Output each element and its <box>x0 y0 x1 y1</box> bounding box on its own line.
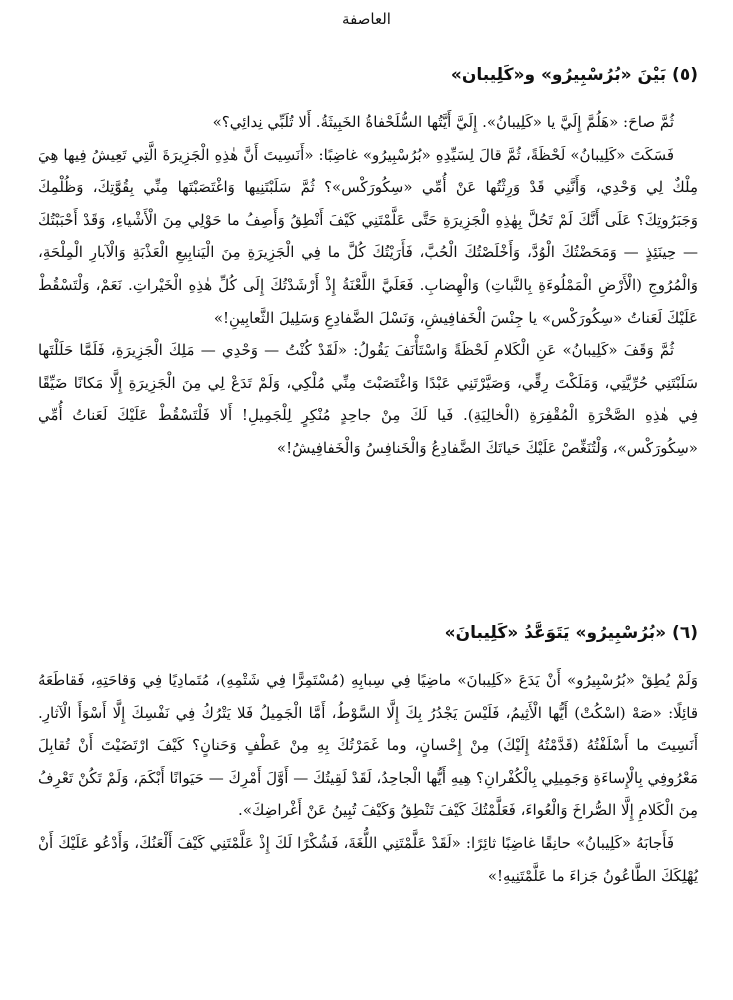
paragraph: فَسَكَتَ «كَلِيبانُ» لَحْظَةً، ثُمَّ قالَ لِسَيِّدِهِ «بُرُسْبِيرُو» غاضِبًا: «أَنَسِيتَ أَنَّ هٰذِهِ الْجَزِيرَةَ الَّتِي تَعِيشُ فِيها هِيَ مِلْكٌ لِي وَحْدِي، وَأَنَّنِي قَدْ وَرِثْتُها عَنْ أُمِّي «سِكُورَكْس»؟ ثُمَّ سَلَبْتَنِيها وَاغْتَصَبْتَها مِنِّي بِقُوَّتِكَ، وَظُلْمِكَ وَجَبَرُوتِكَ؟ عَلَى أَنَّكَ لَمْ تَحُلَّ بِهٰذِهِ الْجَزِيرَةِ حَتَّى عَلَّمْتَنِي كَيْفَ أَنْطِقُ وَأَصِفُ ما حَوْلِي مِنَ الْأَشْياءِ، وَقَدْ أَحْبَبْتُكَ — حِينَئِذٍ — وَمَحَضْتُكَ الْوُدَّ، وَأَخْلَصْتُكَ الْحُبَّ، فَأَرَيْتُكَ كُلَّ ما فِي الْجَزِيرَةِ مِنَ الْيَنابِيعِ الْعَذْبَةِ وَالْآبارِ الْمِلْحَةِ، وَالْمُرُوجِ (الْأَرْضِ الْمَمْلُوءَةِ بِالنَّباتِ) وَالْهِضابِ. فَعَلَيَّ اللَّعْنَةُ إِذْ أَرْشَدْتُكَ إِلَى كُلِّ هٰذِهِ الْخَيْراتِ. نَعَمْ، وَلْتَسْقُطْ عَلَيْكَ لَعَناتُ «سِكُورَكْس» يا جِنْسَ الْخَفافِيشِ، وَنَسْلَ الضَّفادِعِ وَسَلِيلَ الثَّعابِينِ!» <box>38 145 698 327</box>
section-heading: (٥) بَيْنَ «بُرُسْبِيرُو» و«كَلِيبان» <box>450 65 698 85</box>
paragraph: ثُمَّ صاحَ: «هَلُمَّ إِلَيَّ يا «كَلِيبانُ». إِلَيَّ أَيَّتُها السُّلَحْفاةُ الخَبِيثَةُ. أَلا تُلَبِّي نِدائِي؟» <box>212 113 674 131</box>
paragraph: ثُمَّ وَقَفَ «كَلِيبانُ» عَنِ الْكَلامِ لَحْظَةً وَاسْتَأْنَفَ يَقُولُ: «لَقَدْ كُنْتُ — وَحْدِي — مَلِكَ الْجَزِيرَةِ، فَلَمَّا حَلَلْتَها سَلَبْتَنِي حُرِّيَّتِي، وَمَلَكْتَ رِقِّي، وَصَيَّرْتَنِي عَبْدًا وَاغْتَصَبْتَ مِنِّي مُلْكِي، وَلَمْ تَدَعْ لِي مِنَ الْجَزِيرَةِ إِلَّا مَكانًا ضَيِّقًا فِي هٰذِهِ الصَّخْرَةِ الْمُقْفِرَةِ (الْخالِيَةِ). فَيا لَكَ مِنْ جاحِدٍ مُنْكِرٍ لِلْجَمِيلِ! أَلا فَلْتَسْقُطْ عَلَيْكَ لَعَناتُ أُمِّي «سِكُورَكْس»، وَلْتُنَغِّصْ عَلَيْكَ حَياتَكَ الضَّفادِعُ وَالْخَنافِسُ وَالْخَفافِيشُ!» <box>38 341 698 457</box>
paragraph: وَلَمْ يُطِقْ «بُرُسْبِيرُو» أَنْ يَدَعَ «كَلِيبانَ» ماضِيًا فِي سِبابِهِ (مُسْتَمِرًّا فِي شَتْمِهِ)، مُتَمادِيًا فِي وَقاحَتِهِ، فَقاطَعَهُ قائِلًا: «صَهْ (اسْكُتْ) أَيُّها الْأَثِيمُ، فَلَيْسَ يَجْدُرُ بِكَ إِلَّا السَّوْطُ، أَمَّا الْجَمِيلُ فَلا يَتْرُكُ فِي نَفْسِكَ إِلَّا أَسْوَأَ الْآثارِ. أَنَسِيتَ ما أَسْلَفْتُهُ (قَدَّمْتُهُ إِلَيْكَ) مِنْ إِحْسانٍ، وما غَمَرْتُكَ بِهِ مِنْ عَطْفٍ وَحَنانٍ؟ كَيْفَ ارْتَضَيْتَ أَنْ تُقابِلَ مَعْرُوفِي بِالْإِساءَةِ وَجَمِيلِي بِالْكُفْرانِ؟ هِيهِ أَيُّها الْجاحِدُ، لَقَدْ لَقِيتُكَ — أَوَّلَ أَمْرِكَ — حَيَوانًا أَبْكَمَ، وَلَمْ تَكُنْ تَعْرِفُ مِنَ الْكَلامِ إِلَّا الصُّراخَ وَالْعُواءَ، فَعَلَّمْتُكَ كَيْفَ تَنْطِقُ وَكَيْفَ تُبِينُ عَنْ أَغْراضِكَ». <box>38 671 698 820</box>
running-head: العاصفة <box>342 10 391 28</box>
paragraph: فَأَجابَهُ «كَلِيبانُ» حانِقًا غاضِبًا ثائِرًا: «لَقَدْ عَلَّمْتَنِي اللُّغَةَ، فَشُكْرًا لَكَ إِذْ عَلَّمْتَنِي كَيْفَ أَلْعَنُكَ، وَأَدْعُو عَلَيْكَ أَنْ يُهْلِكَكَ الطَّاعُونُ جَزاءَ ما عَلَّمْتَنِيهِ!» <box>38 833 698 885</box>
section-6 <box>38 620 698 892</box>
section-5 <box>38 62 698 465</box>
section-heading: (٦) «بُرُسْبِيرُو» يَتَوَعَّدُ «كَلِيبانَ» <box>444 623 698 643</box>
